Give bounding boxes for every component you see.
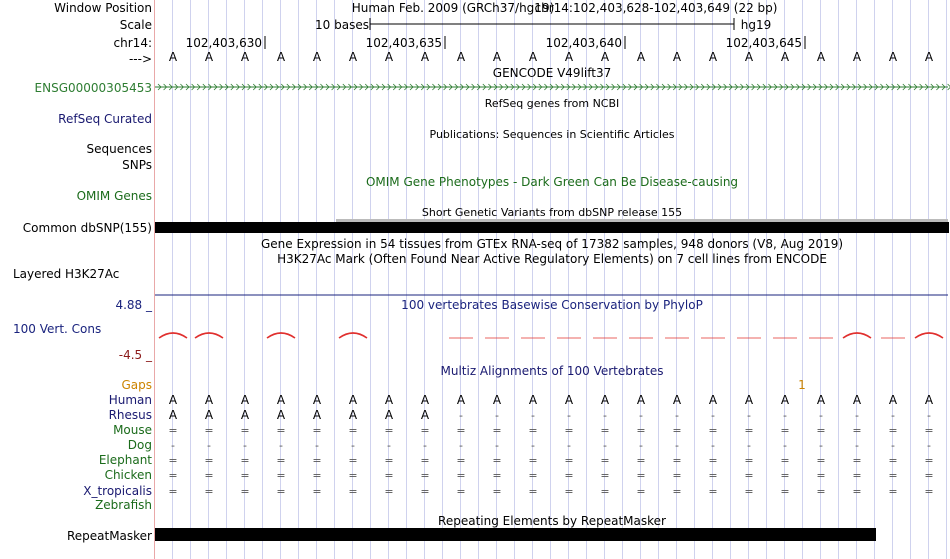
sequence-base: A — [852, 50, 862, 64]
alignment-cell: = — [708, 469, 718, 482]
publications-snps-label[interactable]: SNPs — [122, 158, 152, 172]
alignment-cell: = — [852, 454, 862, 467]
alignment-cell: A — [420, 408, 430, 422]
alignment-cell: = — [276, 424, 286, 437]
phylop-track-title: 100 vertebrates Basewise Conservation by PhyloP — [401, 298, 703, 312]
alignment-cell: = — [492, 424, 502, 437]
alignment-cell: = — [204, 424, 214, 437]
alignment-cell: = — [672, 424, 682, 437]
alignment-cell: = — [672, 485, 682, 498]
alignment-cell: A — [348, 393, 358, 407]
alignment-cell: = — [672, 469, 682, 482]
phylop-min-label: -4.5 _ — [118, 348, 152, 362]
h3k27ac-track-label[interactable]: Layered H3K27Ac — [13, 267, 120, 281]
alignment-cell: - — [351, 439, 355, 452]
assembly-title: Human Feb. 2009 (GRCh37/hg19) — [351, 1, 555, 15]
sequence-base: A — [816, 50, 826, 64]
alignment-cell: = — [888, 485, 898, 498]
omim-track-title: OMIM Gene Phenotypes - Dark Green Can Be Disease-causing — [365, 175, 739, 189]
sequence-base: A — [672, 50, 682, 64]
alignment-cell: = — [420, 485, 430, 498]
species-label: Zebrafish — [95, 498, 152, 512]
alignment-cell: = — [348, 485, 358, 498]
alignment-cell: A — [384, 393, 394, 407]
sequence-base: A — [420, 50, 430, 64]
repeatmasker-track-label[interactable]: RepeatMasker — [66, 529, 152, 543]
alignment-cell: = — [384, 454, 394, 467]
alignment-cell: = — [204, 485, 214, 498]
alignment-cell: A — [672, 393, 682, 407]
species-label: Mouse — [113, 423, 152, 437]
phylop-peak — [339, 333, 367, 338]
alignment-cell: - — [459, 409, 463, 422]
gencode-track-title: GENCODE V49lift37 — [492, 66, 612, 80]
alignment-cell: = — [312, 424, 322, 437]
alignment-cell: - — [819, 409, 823, 422]
scale-label: Scale — [119, 18, 152, 32]
refseq-track-title: RefSeq genes from NCBI — [484, 97, 620, 110]
alignment-cell: = — [924, 424, 934, 437]
alignment-cell: = — [384, 469, 394, 482]
gaps-label: Gaps — [121, 378, 152, 392]
alignment-cell: - — [315, 439, 319, 452]
alignment-cell: - — [279, 439, 283, 452]
alignment-cell: = — [492, 485, 502, 498]
sequence-base: A — [636, 50, 646, 64]
alignment-cell: - — [495, 409, 499, 422]
alignment-cell: - — [675, 409, 679, 422]
alignment-cell: = — [852, 469, 862, 482]
alignment-cell: = — [636, 469, 646, 482]
chrom-label: chr14: — [113, 36, 152, 50]
alignment-cell: = — [636, 424, 646, 437]
alignment-cell: - — [927, 439, 931, 452]
sequence-base: A — [888, 50, 898, 64]
publications-track-title: Publications: Sequences in Scientific Articles — [429, 128, 675, 141]
alignment-cell: = — [312, 469, 322, 482]
sequence-base: A — [348, 50, 358, 64]
alignment-cell: = — [636, 454, 646, 467]
alignment-cell: = — [744, 469, 754, 482]
gencode-track-label[interactable]: ENSG00000305453 — [34, 81, 152, 95]
alignment-cell: - — [819, 439, 823, 452]
alignment-cell: - — [711, 439, 715, 452]
coord-label: 102,403,645 — [725, 36, 802, 50]
alignment-cell: A — [276, 408, 286, 422]
alignment-cell: = — [348, 469, 358, 482]
gencode-feature — [155, 84, 950, 90]
window-position-label: Window Position — [54, 1, 152, 15]
species-label: Rhesus — [108, 408, 152, 422]
sequence-base: A — [276, 50, 286, 64]
alignment-cell: - — [639, 439, 643, 452]
alignment-cell: = — [852, 424, 862, 437]
alignment-cell: A — [888, 393, 898, 407]
alignment-cell: = — [816, 454, 826, 467]
alignment-cell: = — [348, 424, 358, 437]
alignment-cell: A — [312, 408, 322, 422]
alignment-cell: - — [927, 409, 931, 422]
sequence-base: A — [744, 50, 754, 64]
sequence-base: A — [384, 50, 394, 64]
multiz-track-title: Multiz Alignments of 100 Vertebrates — [440, 364, 664, 378]
alignment-cell: - — [783, 409, 787, 422]
alignment-cell: - — [747, 439, 751, 452]
alignment-cell: = — [564, 469, 574, 482]
alignment-cell: - — [531, 439, 535, 452]
alignment-cell: A — [384, 408, 394, 422]
alignment-cell: = — [672, 454, 682, 467]
alignment-cell: = — [564, 454, 574, 467]
alignment-cell: - — [603, 439, 607, 452]
alignment-cell: - — [711, 409, 715, 422]
alignment-cell: - — [423, 439, 427, 452]
sequence-base: A — [600, 50, 610, 64]
sequence-base: A — [312, 50, 322, 64]
scale-bases-label: 10 bases — [315, 18, 369, 32]
alignment-cell: = — [312, 454, 322, 467]
alignment-cell: = — [744, 485, 754, 498]
sequence-base: A — [564, 50, 574, 64]
alignment-cell: = — [384, 485, 394, 498]
dbsnp-feature-bar[interactable] — [155, 222, 949, 233]
alignment-cell: - — [531, 409, 535, 422]
alignment-cell: = — [528, 469, 538, 482]
alignment-cell: = — [744, 424, 754, 437]
alignment-cell: A — [564, 393, 574, 407]
alignment-cell: = — [924, 454, 934, 467]
phylop-peak — [159, 333, 187, 338]
alignment-cell: = — [780, 469, 790, 482]
sequence-base: A — [492, 50, 502, 64]
alignment-cell: = — [708, 424, 718, 437]
alignment-cell: - — [639, 409, 643, 422]
gtex-track-title: Gene Expression in 54 tissues from GTEx RNA-seq of 17382 samples, 948 donors (V8, Aug 2019) — [260, 237, 844, 251]
alignment-cell: = — [924, 485, 934, 498]
alignment-cell: = — [240, 424, 250, 437]
alignment-cell: A — [528, 393, 538, 407]
alignment-cell: = — [204, 454, 214, 467]
alignment-cell: - — [495, 439, 499, 452]
alignment-cell: = — [384, 424, 394, 437]
alignment-cell: = — [276, 454, 286, 467]
omim-track-label[interactable]: OMIM Genes — [76, 189, 152, 203]
coord-label: 102,403,630 — [185, 36, 262, 50]
alignment-cell: A — [600, 393, 610, 407]
alignment-cell: = — [816, 424, 826, 437]
alignment-cell: = — [888, 469, 898, 482]
alignment-cell: A — [240, 408, 250, 422]
alignment-cell: A — [636, 393, 646, 407]
alignment-cell: - — [207, 439, 211, 452]
alignment-cell: - — [171, 439, 175, 452]
alignment-cell: = — [168, 469, 178, 482]
phylop-peak — [195, 333, 223, 338]
alignment-cell: A — [456, 393, 466, 407]
species-label: Human — [108, 393, 152, 407]
alignment-cell: = — [708, 454, 718, 467]
alignment-cell: - — [567, 439, 571, 452]
repeatmasker-feature-bar[interactable] — [155, 528, 876, 541]
alignment-cell: A — [276, 393, 286, 407]
alignment-cell: A — [852, 393, 862, 407]
strand-label: ---> — [128, 52, 152, 66]
alignment-cell: A — [780, 393, 790, 407]
phylop-peak — [915, 333, 943, 338]
phylop-peak — [843, 333, 871, 338]
dbsnp-track-label[interactable]: Common dbSNP(155) — [22, 221, 152, 235]
alignment-cell: = — [168, 485, 178, 498]
alignment-cell: = — [492, 454, 502, 467]
alignment-cell: = — [456, 485, 466, 498]
alignment-cell: = — [456, 454, 466, 467]
sequence-base: A — [924, 50, 934, 64]
alignment-cell: A — [204, 393, 214, 407]
publications-sequences-label[interactable]: Sequences — [86, 142, 152, 156]
alignment-cell: = — [600, 485, 610, 498]
alignment-cell: = — [276, 485, 286, 498]
alignment-cell: = — [816, 469, 826, 482]
alignment-cell: = — [636, 485, 646, 498]
alignment-cell: = — [924, 469, 934, 482]
species-label: Chicken — [104, 468, 152, 482]
alignment-cell: = — [780, 485, 790, 498]
dbsnp-track-title: Short Genetic Variants from dbSNP release 155 — [421, 206, 683, 219]
alignment-cell: = — [168, 424, 178, 437]
coord-label: 102,403,640 — [545, 36, 622, 50]
alignment-cell: - — [243, 439, 247, 452]
refseq-track-label[interactable]: RefSeq Curated — [58, 112, 152, 126]
alignment-cell: = — [564, 424, 574, 437]
alignment-cell: A — [924, 393, 934, 407]
alignment-cell: A — [168, 393, 178, 407]
alignment-cell: = — [528, 454, 538, 467]
position-text: chr14:102,403,628-102,403,649 (22 bp) — [534, 1, 778, 15]
alignment-cell: = — [456, 469, 466, 482]
gaps-marker: 1 — [798, 378, 806, 392]
alignment-cell: = — [240, 485, 250, 498]
alignment-cell: = — [168, 454, 178, 467]
alignment-cell: = — [888, 424, 898, 437]
alignment-cell: = — [420, 424, 430, 437]
alignment-cell: = — [600, 469, 610, 482]
phylop-track-label[interactable]: 100 Vert. Cons — [13, 322, 102, 336]
sequence-base: A — [204, 50, 214, 64]
alignment-cell: = — [852, 485, 862, 498]
alignment-cell: - — [675, 439, 679, 452]
alignment-cell: - — [459, 439, 463, 452]
alignment-cell: A — [492, 393, 502, 407]
alignment-cell: = — [600, 424, 610, 437]
alignment-cell: A — [240, 393, 250, 407]
alignment-cell: A — [744, 393, 754, 407]
scale-assembly-label: hg19 — [740, 18, 772, 32]
species-label: Dog — [127, 438, 152, 452]
alignment-cell: = — [888, 454, 898, 467]
sequence-base: A — [708, 50, 718, 64]
alignment-cell: = — [528, 424, 538, 437]
sequence-base: A — [456, 50, 466, 64]
alignment-cell: = — [528, 485, 538, 498]
alignment-cell: = — [780, 454, 790, 467]
alignment-cell: = — [780, 424, 790, 437]
alignment-cell: A — [168, 408, 178, 422]
sequence-base: A — [168, 50, 178, 64]
alignment-cell: = — [708, 485, 718, 498]
alignment-cell: = — [348, 454, 358, 467]
species-label: Elephant — [98, 453, 152, 467]
sequence-base: A — [240, 50, 250, 64]
alignment-cell: = — [744, 454, 754, 467]
alignment-cell: - — [855, 439, 859, 452]
phylop-peak — [267, 333, 295, 338]
species-label: X_tropicalis — [83, 484, 152, 498]
h3k27ac-track-title: H3K27Ac Mark (Often Found Near Active Regulatory Elements) on 7 cell lines from ENCODE — [277, 252, 827, 266]
repeatmasker-track-title: Repeating Elements by RepeatMasker — [438, 514, 666, 528]
alignment-cell: - — [855, 409, 859, 422]
phylop-max-label: 4.88 _ — [115, 298, 152, 312]
alignment-cell: A — [708, 393, 718, 407]
alignment-cell: = — [240, 469, 250, 482]
alignment-cell: = — [240, 454, 250, 467]
alignment-cell: A — [312, 393, 322, 407]
alignment-cell: A — [204, 408, 214, 422]
alignment-cell: = — [420, 469, 430, 482]
alignment-cell: = — [492, 469, 502, 482]
alignment-cell: - — [747, 409, 751, 422]
alignment-cell: = — [456, 424, 466, 437]
alignment-cell: - — [891, 409, 895, 422]
alignment-cell: - — [387, 439, 391, 452]
alignment-cell: - — [891, 439, 895, 452]
alignment-cell: = — [312, 485, 322, 498]
alignment-cell: = — [600, 454, 610, 467]
alignment-cell: A — [816, 393, 826, 407]
sequence-base: A — [780, 50, 790, 64]
alignment-cell: - — [783, 439, 787, 452]
alignment-cell: A — [348, 408, 358, 422]
alignment-cell: - — [603, 409, 607, 422]
alignment-cell: = — [420, 454, 430, 467]
alignment-cell: = — [276, 469, 286, 482]
alignment-cell: A — [420, 393, 430, 407]
alignment-cell: = — [564, 485, 574, 498]
alignment-cell: = — [816, 485, 826, 498]
coord-label: 102,403,635 — [365, 36, 442, 50]
alignment-cell: = — [204, 469, 214, 482]
alignment-cell: - — [567, 409, 571, 422]
sequence-base: A — [528, 50, 538, 64]
